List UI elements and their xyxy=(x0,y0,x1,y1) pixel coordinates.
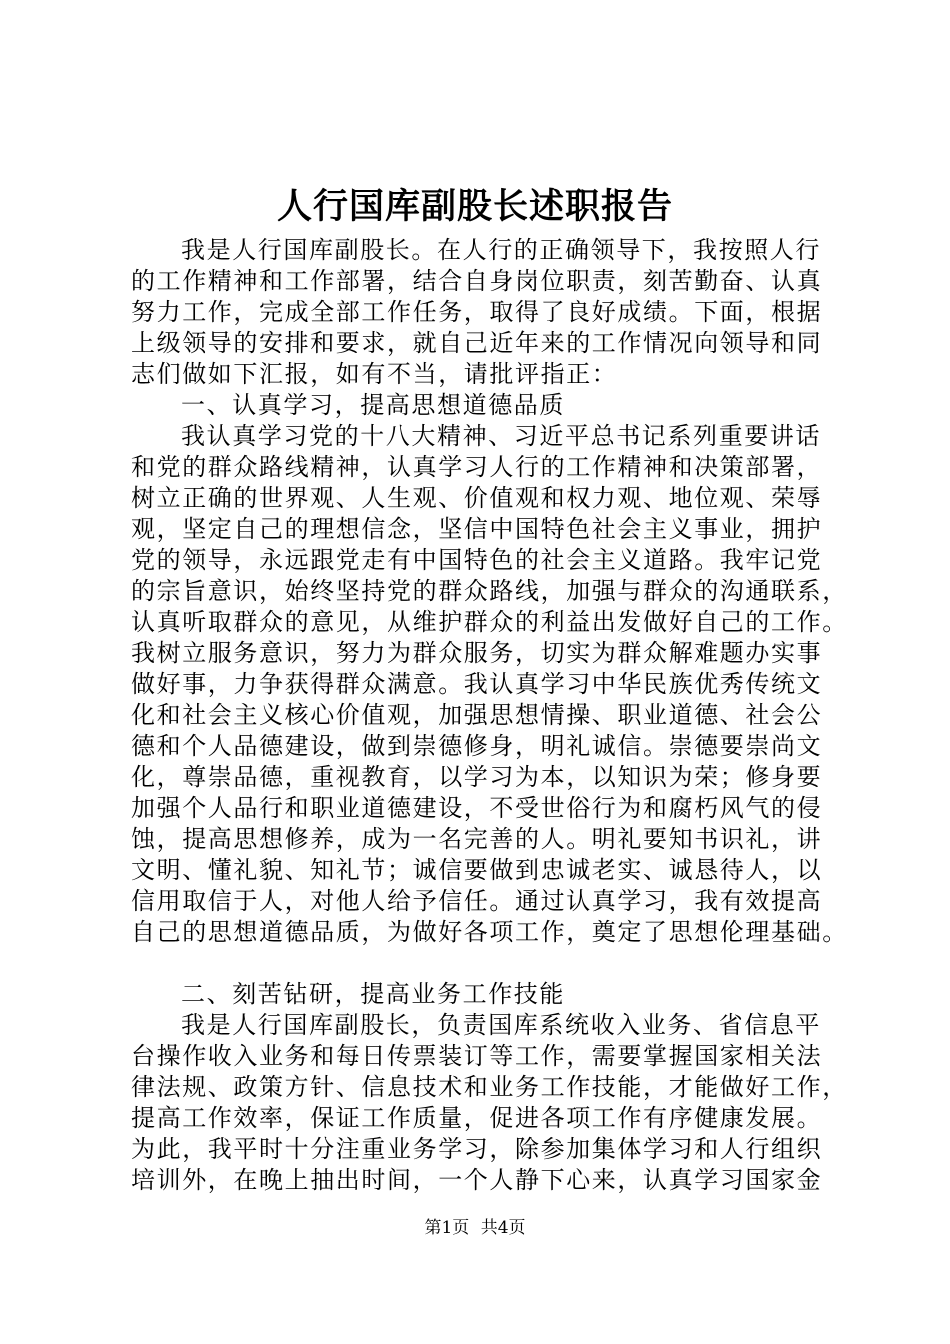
paragraph-line: 党的领导，永远跟党走有中国特色的社会主义道路。我牢记党 xyxy=(131,546,823,574)
paragraph-line: 我认真学习党的十八大精神、习近平总书记系列重要讲话 xyxy=(181,422,821,450)
paragraph-line: 我树立服务意识，努力为群众服务，切实为群众解难题办实事 xyxy=(131,639,823,667)
paragraph-line: 化和社会主义核心价值观，加强思想情操、职业道德、社会公 xyxy=(131,701,823,729)
paragraph-line: 观，坚定自己的理想信念，坚信中国特色社会主义事业，拥护 xyxy=(131,515,823,543)
paragraph-line: 为此，我平时十分注重业务学习，除参加集体学习和人行组织 xyxy=(131,1135,823,1163)
page-footer xyxy=(0,1216,950,1240)
section-heading-1: 一、认真学习，提高思想道德品质 xyxy=(181,391,565,419)
paragraph-line: 努力工作，完成全部工作任务，取得了良好成绩。下面，根据 xyxy=(131,298,823,326)
document-title: 人行国库副股长述职报告 xyxy=(276,186,673,227)
paragraph-line: 上级领导的安排和要求，就自己近年来的工作情况向领导和同 xyxy=(131,329,823,357)
paragraph-line: 树立正确的世界观、人生观、价值观和权力观、地位观、荣辱 xyxy=(131,484,823,512)
paragraph-line: 台操作收入业务和每日传票装订等工作，需要掌握国家相关法 xyxy=(131,1042,823,1070)
page-number: 第1页 xyxy=(424,1218,470,1238)
paragraph-line: 加强个人品行和职业道德建设，不受世俗行为和腐朽风气的侵 xyxy=(131,794,823,822)
section-heading-2: 二、刻苦钻研，提高业务工作技能 xyxy=(181,980,565,1008)
paragraph-line: 的工作精神和工作部署，结合自身岗位职责，刻苦勤奋、认真 xyxy=(131,267,823,295)
paragraph-line: 培训外，在晚上抽出时间，一个人静下心来，认真学习国家金 xyxy=(131,1166,823,1194)
paragraph-line: 律法规、政策方针、信息技术和业务工作技能，才能做好工作， xyxy=(131,1073,848,1101)
paragraph-line: 我是人行国库副股长。在人行的正确领导下，我按照人行 xyxy=(181,236,821,264)
paragraph-line: 和党的群众路线精神，认真学习人行的工作精神和决策部署， xyxy=(131,453,823,481)
paragraph-line: 我是人行国库副股长，负责国库系统收入业务、省信息平 xyxy=(181,1011,821,1039)
paragraph-gap xyxy=(131,948,831,979)
paragraph-line: 志们做如下汇报，如有不当，请批评指正： xyxy=(131,360,618,388)
paragraph-line: 信用取信于人，对他人给予信任。通过认真学习，我有效提高 xyxy=(131,887,823,915)
paragraph-line: 的宗旨意识，始终坚持党的群众路线，加强与群众的沟通联系， xyxy=(131,577,848,605)
paragraph-line: 蚀，提高思想修养，成为一名完善的人。明礼要知书识礼，讲 xyxy=(131,825,823,853)
paragraph-line: 文明、懂礼貌、知礼节；诚信要做到忠诚老实、诚恳待人，以 xyxy=(131,856,823,884)
paragraph-line: 提高工作效率，保证工作质量，促进各项工作有序健康发展。 xyxy=(131,1104,823,1132)
page-total: 共4页 xyxy=(480,1218,526,1238)
paragraph-line: 自己的思想道德品质，为做好各项工作，奠定了思想伦理基础。 xyxy=(131,918,848,946)
paragraph-line: 做好事，力争获得群众满意。我认真学习中华民族优秀传统文 xyxy=(131,670,823,698)
paragraph-line: 德和个人品德建设，做到崇德修身，明礼诚信。崇德要崇尚文 xyxy=(131,732,823,760)
paragraph-line: 化，尊崇品德，重视教育，以学习为本，以知识为荣；修身要 xyxy=(131,763,823,791)
document-body xyxy=(131,235,848,1196)
paragraph-line: 认真听取群众的意见，从维护群众的利益出发做好自己的工作。 xyxy=(131,608,848,636)
